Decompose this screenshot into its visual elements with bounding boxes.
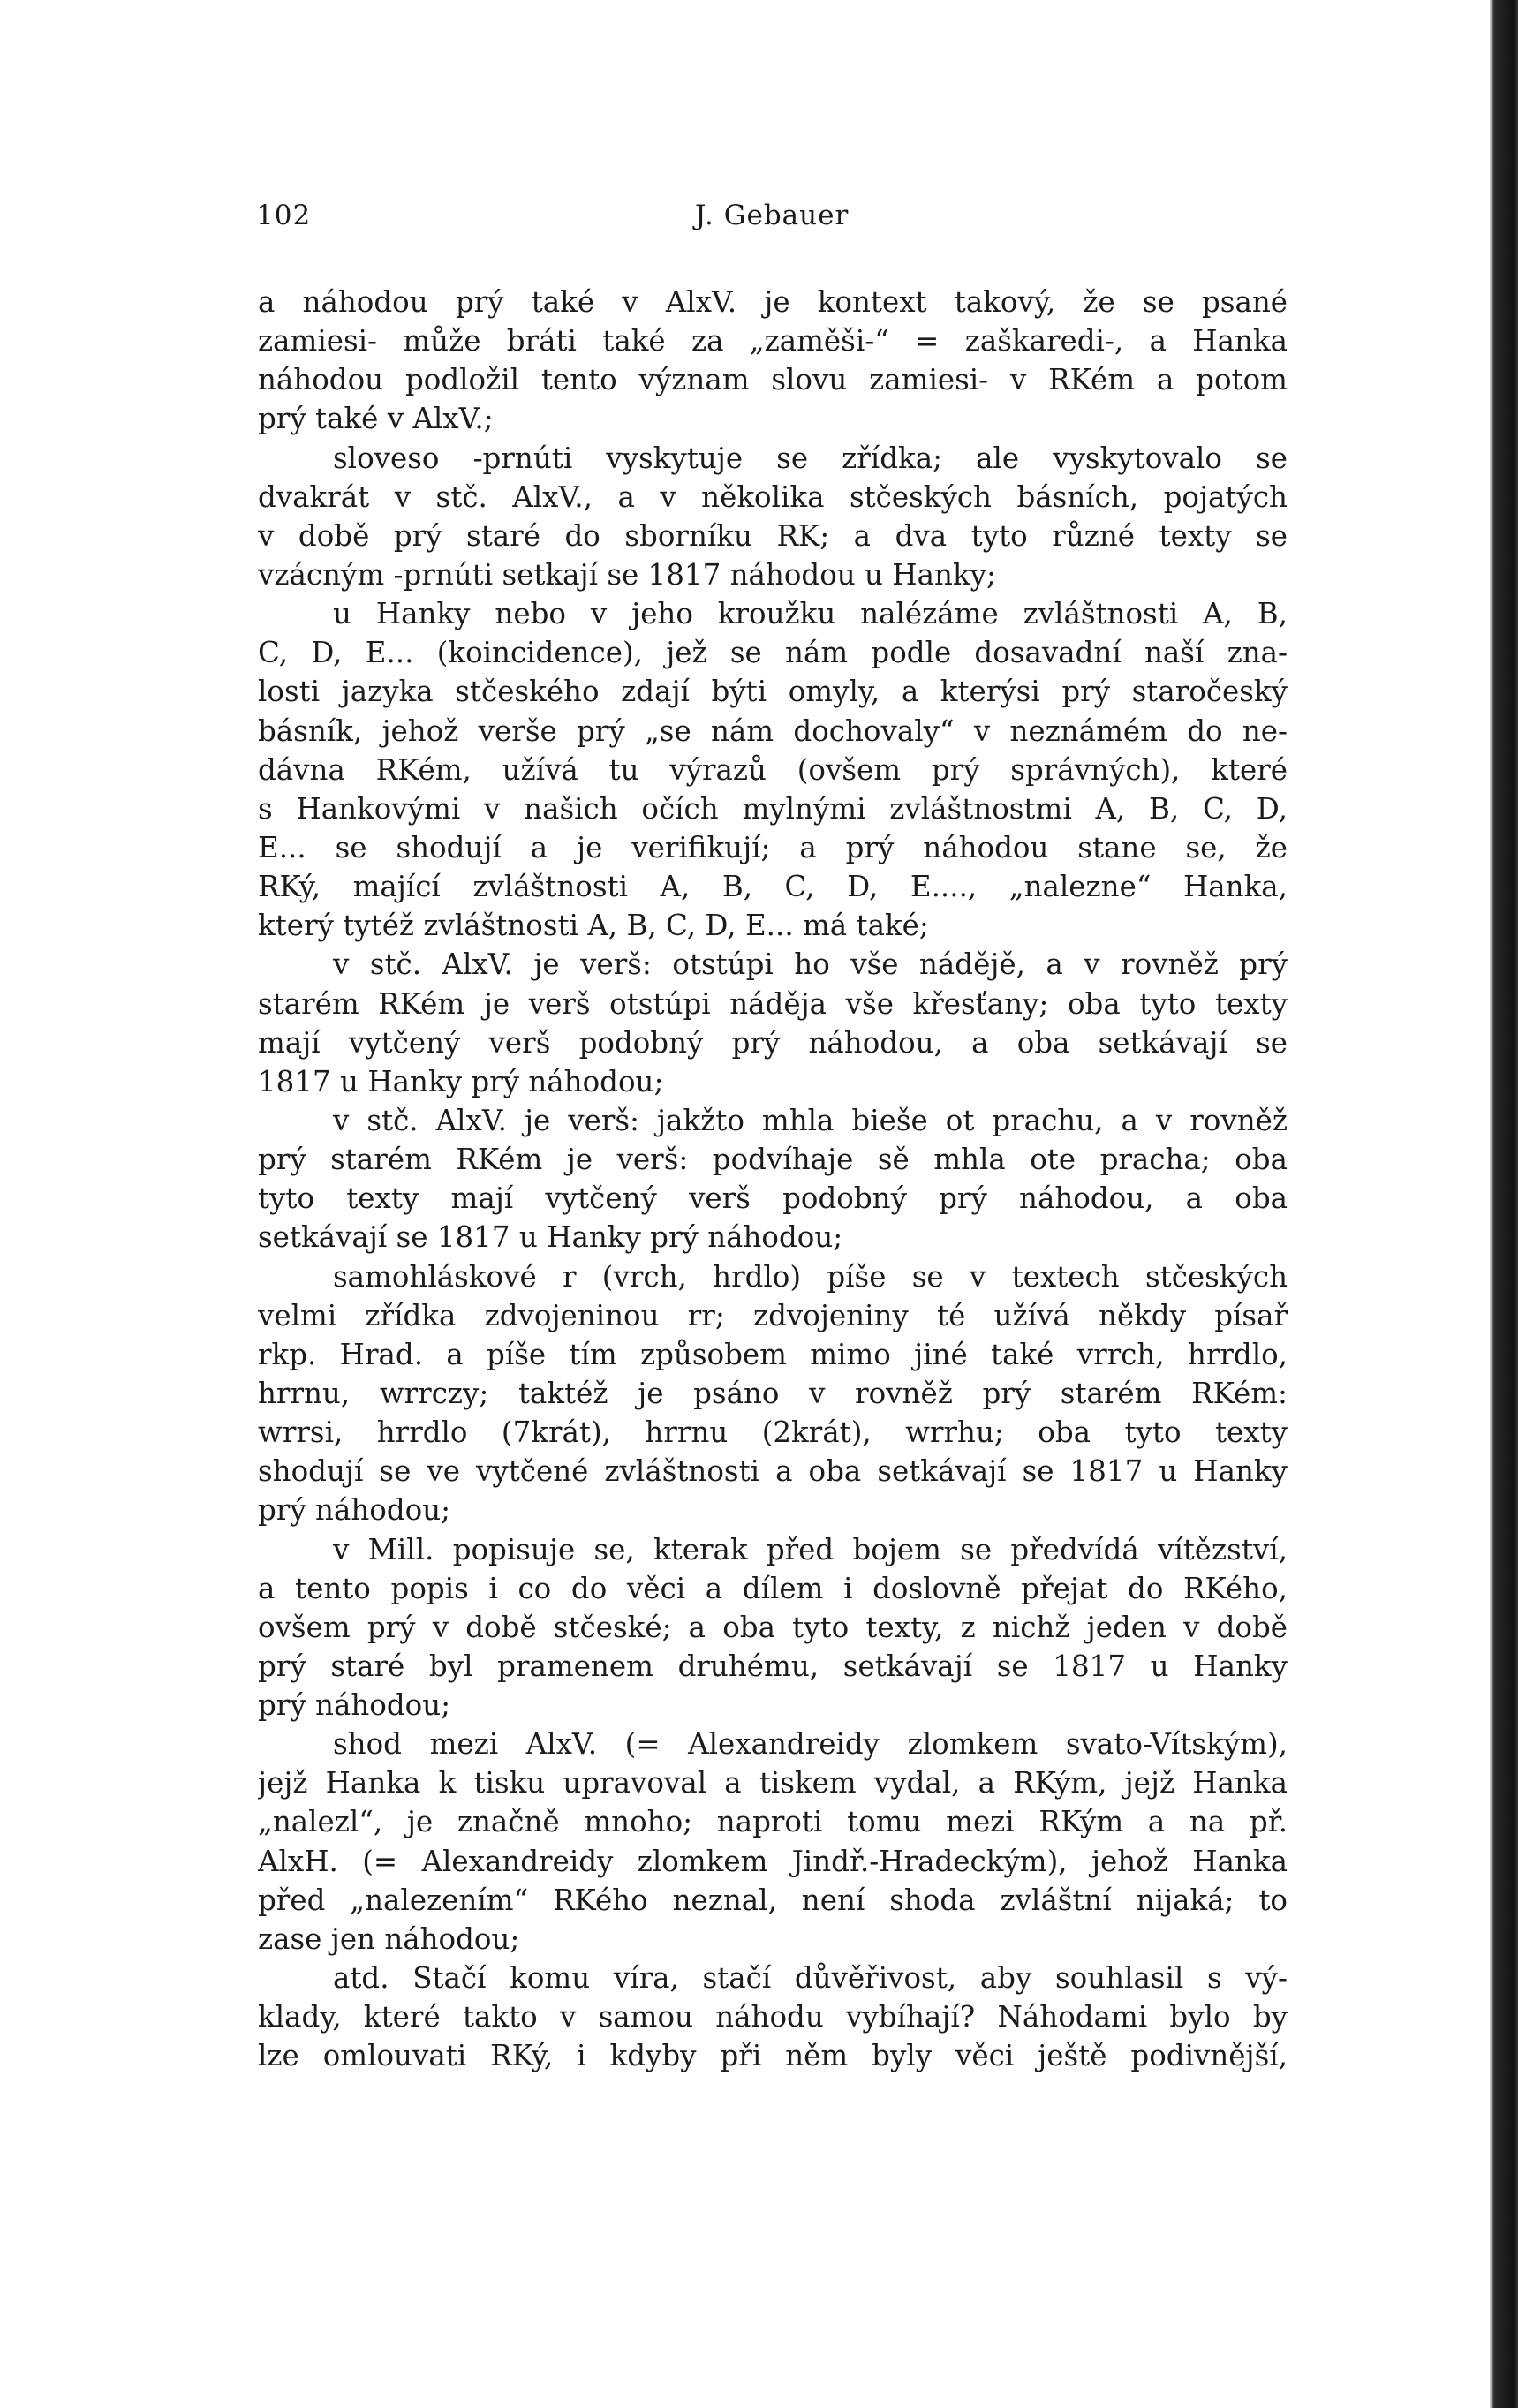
text-line: wrrsi, hrrdlo (7krát), hrrnu (2krát), wrrhu; oba tyto texty xyxy=(258,1415,1288,1450)
text-line: 1817 u Hanky prý náhodou; xyxy=(258,1064,664,1098)
text-line: básník, jehož verše prý „se nám dochovaly“ v neznámém do ne- xyxy=(258,713,1288,748)
text-line: prý staré byl pramenem druhému, setkávají se 1817 u Hanky xyxy=(258,1649,1288,1683)
paragraph xyxy=(258,1959,1288,2075)
text-line: a náhodou prý také v AlxV. je kontext takový, že se psané xyxy=(258,285,1288,319)
text-line: atd. Stačí komu víra, stačí důvěřivost, aby souhlasil s vý- xyxy=(333,1961,1288,1996)
paragraph xyxy=(258,1530,1288,1725)
text-line: před „nalezením“ RKého neznal, není shoda zvláštní nijaká; to xyxy=(258,1883,1288,1917)
paragraph xyxy=(258,1257,1288,1530)
text-line: v stč. AlxV. je verš: jakžto mhla bieše ot prachu, a v rovněž xyxy=(333,1103,1288,1137)
text-line: jejž Hanka k tisku upravoval a tiskem vydal, a RKým, jejž Hanka xyxy=(258,1766,1288,1800)
scan-edge xyxy=(1490,0,1518,2408)
text-line: C, D, E... (koincidence), jež se nám podle dosavadní naší zna- xyxy=(258,636,1288,670)
text-line: prý také v AlxV.; xyxy=(258,402,494,436)
text-line: RKý, mající zvláštnosti A, B, C, D, E...., „nalezne“ Hanka, xyxy=(258,870,1288,904)
page-header xyxy=(256,189,1289,242)
text-line: tyto texty mají vytčený verš podobný prý náhodou, a oba xyxy=(258,1181,1288,1216)
text-line: prý náhodou; xyxy=(258,1688,451,1723)
text-line: zamiesi- může bráti také za „zaměši-“ = zaškaredi-, a Hanka xyxy=(258,324,1288,359)
paragraph xyxy=(258,594,1288,945)
body-text xyxy=(258,283,1288,2075)
text-line: prý starém RKém je verš: podvíhaje sě mhla ote pracha; oba xyxy=(258,1143,1288,1177)
text-line: ovšem prý v době stčeské; a oba tyto texty, z nichž jeden v době xyxy=(258,1610,1288,1644)
text-line: shod mezi AlxV. (= Alexandreidy zlomkem svato-Vítským), xyxy=(333,1727,1288,1762)
running-head: J. Gebauer xyxy=(695,200,850,231)
text-line: hrrnu, wrrczy; taktéž je psáno v rovněž prý starém RKém: xyxy=(258,1376,1288,1410)
text-line: shodují se ve vytčené zvláštnosti a oba setkávají se 1817 u Hanky xyxy=(258,1454,1288,1489)
text-line: „nalezl“, je značně mnoho; naproti tomu mezi RKým a na př. xyxy=(258,1805,1288,1839)
text-line: který tytéž zvláštnosti A, B, C, D, E... má také; xyxy=(258,909,929,943)
paragraph xyxy=(258,945,1288,1101)
text-line: v stč. AlxV. je verš: otstúpi ho vše nádějě, a v rovněž prý xyxy=(333,947,1288,982)
text-line: AlxH. (= Alexandreidy zlomkem Jindř.-Hradeckým), jehož Hanka xyxy=(258,1844,1288,1878)
text-line: dávna RKém, užívá tu výrazů (ovšem prý správných), které xyxy=(258,752,1288,787)
text-line: E... se shodují a je verifikují; a prý náhodou stane se, že xyxy=(258,830,1288,864)
text-line: velmi zřídka zdvojeninou rr; zdvojeniny té užívá někdy písař xyxy=(258,1298,1288,1332)
text-line: zase jen náhodou; xyxy=(258,1921,520,1956)
text-line: losti jazyka stčeského zdají býti omyly, a kterýsi prý staročeský xyxy=(258,675,1288,709)
text-line: klady, které takto v samou náhodu vybíhají? Náhodami bylo by xyxy=(258,2000,1288,2034)
text-line: a tento popis i co do věci a dílem i doslovně přejat do RKého, xyxy=(258,1571,1288,1605)
paragraph xyxy=(258,283,1288,439)
text-line: s Hankovými v našich očích mylnými zvláštnostmi A, B, C, D, xyxy=(258,791,1288,826)
text-line: mají vytčený verš podobný prý náhodou, a oba setkávají se xyxy=(258,1025,1288,1060)
text-line: setkávají se 1817 u Hanky prý náhodou; xyxy=(258,1220,843,1255)
text-line: v Mill. popisuje se, kterak před bojem se předvídá vítězství, xyxy=(333,1532,1288,1566)
page-number: 102 xyxy=(256,200,312,231)
text-line: lze omlouvati RKý, i kdyby při něm byly věci ještě podivnější, xyxy=(258,2039,1288,2073)
text-line: vzácným -prnúti setkají se 1817 náhodou u Hanky; xyxy=(258,557,996,592)
text-line: v době prý staré do sborníku RK; a dva tyto různé texty se xyxy=(258,518,1288,553)
paragraph xyxy=(258,439,1288,595)
paragraph xyxy=(258,1101,1288,1257)
text-line: sloveso -prnúti vyskytuje se zřídka; ale vyskytovalo se xyxy=(333,441,1288,475)
text-line: starém RKém je verš otstúpi náděja vše křesťany; oba tyto texty xyxy=(258,986,1288,1021)
paragraph xyxy=(258,1725,1288,1959)
text-line: náhodou podložil tento význam slovu zamiesi- v RKém a potom xyxy=(258,363,1288,397)
text-line: prý náhodou; xyxy=(258,1493,451,1528)
text-line: dvakrát v stč. AlxV., a v několika stčeských básních, pojatých xyxy=(258,479,1288,514)
text-line: samohláskové r (vrch, hrdlo) píše se v textech stčeských xyxy=(333,1259,1288,1294)
text-line: rkp. Hrad. a píše tím způsobem mimo jiné také vrrch, hrrdlo, xyxy=(258,1337,1288,1371)
text-line: u Hanky nebo v jeho kroužku nalézáme zvláštnosti A, B, xyxy=(333,597,1288,631)
